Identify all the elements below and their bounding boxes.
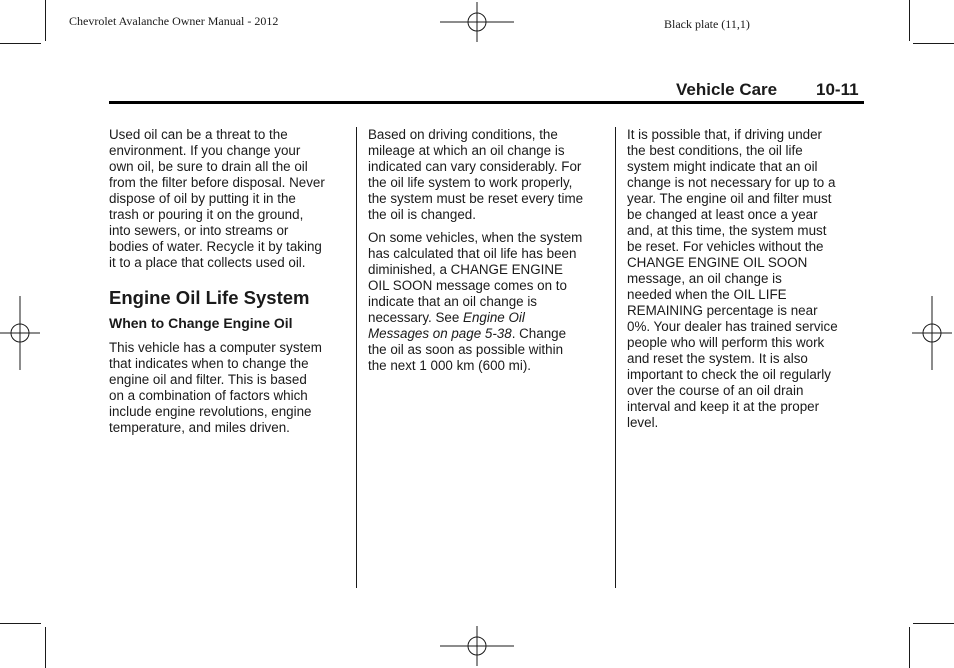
registration-mark-right-icon: [912, 296, 952, 370]
body-paragraph: [109, 340, 349, 436]
registration-mark-left-icon: [0, 296, 40, 370]
text-line: own oil, be sure to drain all the oil: [109, 159, 308, 174]
paragraph-change-oil-soon: [368, 230, 608, 374]
column-divider-1: [356, 127, 357, 588]
text-line: the oil life system to work properly,: [368, 175, 573, 190]
text-line: on a combination of factors which: [109, 388, 308, 403]
crop-mark-bl-v: [45, 627, 46, 668]
text-line: system might indicate that an oil: [627, 159, 818, 174]
text-line: [368, 310, 608, 326]
text-line: and reset the system. It is also: [627, 351, 808, 366]
text-line: be changed at least once a year: [627, 207, 818, 222]
text-line: REMAINING percentage is near: [627, 303, 818, 318]
text-line: be reset. For vehicles without the: [627, 239, 824, 254]
text-line: OIL SOON message comes on to: [368, 278, 567, 293]
text-line: mileage at which an oil change is: [368, 143, 565, 158]
text-line: into sewers, or into streams or: [109, 223, 289, 238]
header-rule: [109, 101, 864, 104]
text-line: temperature, and miles driven.: [109, 420, 290, 435]
cross-reference-link[interactable]: Messages on page 5-38: [368, 326, 512, 341]
text-line: from the filter before disposal. Never: [109, 175, 325, 190]
text-line: the oil is changed.: [368, 207, 476, 222]
column-3: [627, 127, 862, 438]
crop-mark-tr-v: [909, 0, 910, 41]
text-line: that indicates when to change the: [109, 356, 309, 371]
paragraph-driving-conditions: [368, 127, 608, 223]
see-prefix: necessary. See: [368, 310, 464, 325]
cross-reference-link[interactable]: Engine Oil: [463, 310, 525, 325]
text-line: indicated can vary considerably. For: [368, 159, 582, 174]
crop-mark-tr-h: [913, 43, 954, 44]
text-line: year. The engine oil and filter must: [627, 191, 832, 206]
subsection-heading: When to Change Engine Oil: [109, 315, 293, 331]
text-line: include engine revolutions, engine: [109, 404, 312, 419]
text-line: the system must be reset every time: [368, 191, 584, 206]
text-line: engine oil and filter. This is based: [109, 372, 307, 387]
column-1: [109, 127, 349, 443]
text-line: interval and keep it at the proper: [627, 399, 820, 414]
manual-title: Chevrolet Avalanche Owner Manual - 2012: [69, 14, 279, 28]
crop-mark-tl-h: [0, 43, 41, 44]
plate-label: Black plate (11,1): [664, 17, 750, 31]
crop-mark-br-v: [909, 627, 910, 668]
text-line: indicate that an oil change is: [368, 294, 537, 309]
registration-mark-bottom-icon: [440, 626, 514, 666]
text-line: dispose of oil by putting it in the: [109, 191, 296, 206]
registration-mark-top-icon: [440, 2, 514, 42]
text-line: the oil as soon as possible within: [368, 342, 564, 357]
text-line: has calculated that oil life has been: [368, 246, 577, 261]
text-line: diminished, a CHANGE ENGINE: [368, 262, 563, 277]
intro-paragraph: [109, 127, 349, 271]
text-line: This vehicle has a computer system: [109, 340, 322, 355]
text-line: [368, 326, 608, 342]
text-line: important to check the oil regularly: [627, 367, 831, 382]
column-divider-2: [615, 127, 616, 588]
text-line: message, an oil change is: [627, 271, 782, 286]
text-line: the best conditions, the oil life: [627, 143, 803, 158]
text-line: Used oil can be a threat to the: [109, 127, 288, 142]
text-line: change is not necessary for up to a: [627, 175, 836, 190]
text-line: On some vehicles, when the system: [368, 230, 583, 245]
text-line: it to a place that collects used oil.: [109, 255, 306, 270]
text-line: and, at this time, the system must: [627, 223, 827, 238]
paragraph-oil-life-best-conditions: [627, 127, 862, 431]
crop-mark-tl-v: [45, 0, 46, 41]
text-line: It is possible that, if driving under: [627, 127, 823, 142]
text-line: people who will perform this work: [627, 335, 825, 350]
text-line: level.: [627, 415, 659, 430]
text-fragment: . Change: [511, 326, 567, 341]
text-line: over the course of an oil drain: [627, 383, 804, 398]
crop-mark-br-h: [913, 623, 954, 624]
page-number: 10-11: [816, 80, 859, 99]
text-line: bodies of water. Recycle it by taking: [109, 239, 322, 254]
text-line: the next 1 000 km (600 mi).: [368, 358, 531, 373]
column-2: [368, 127, 608, 381]
section-title: Vehicle Care: [676, 80, 778, 99]
text-line: environment. If you change your: [109, 143, 301, 158]
text-line: Based on driving conditions, the: [368, 127, 558, 142]
text-line: needed when the OIL LIFE: [627, 287, 787, 302]
text-line: CHANGE ENGINE OIL SOON: [627, 255, 808, 270]
crop-mark-bl-h: [0, 623, 41, 624]
text-line: 0%. Your dealer has trained service: [627, 319, 838, 334]
text-line: trash or pouring it on the ground,: [109, 207, 304, 222]
section-heading: Engine Oil Life System: [109, 287, 310, 308]
